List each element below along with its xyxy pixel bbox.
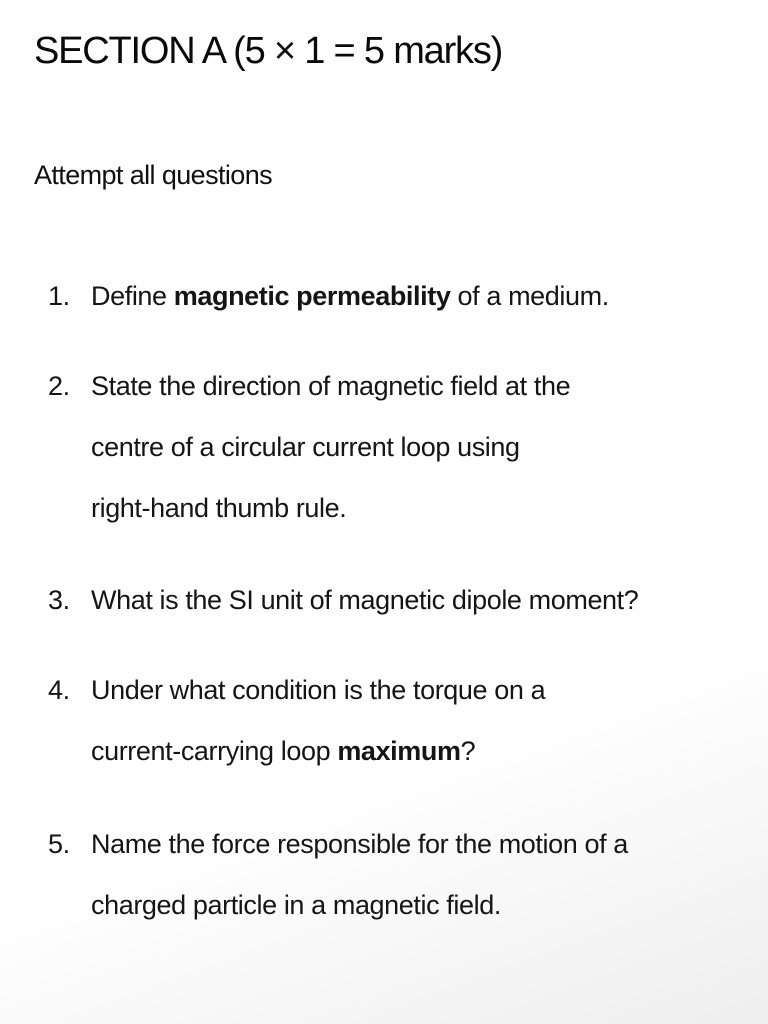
question-item [48,356,748,539]
section-instruction: Attempt all questions [34,160,273,190]
question-text [91,356,748,539]
question-number: 3. [48,585,70,615]
question-text-part: Name the force responsible for the motion of a charged particle in a magnetic field. [91,829,628,920]
question-text-part: What is the SI unit of magnetic dipole moment? [91,585,639,615]
question-number: 1. [48,281,70,311]
question-item [48,266,748,327]
question-text-part: Under what condition is the torque on a current-carrying loop [91,675,546,766]
section-title: SECTION A (5 × 1 = 5 marks) [34,30,503,72]
question-number: 5. [48,829,70,859]
question-keyword: maximum [337,736,461,766]
question-text [91,266,748,327]
question-text [91,660,748,782]
question-number: 4. [48,675,70,705]
question-text-part: Define [91,281,174,311]
question-number: 2. [48,371,70,401]
question-item [48,660,748,782]
question-item [48,570,748,631]
question-text-part: of a medium. [450,281,609,311]
question-text [91,814,748,936]
question-text-part: ? [460,736,476,766]
question-text [91,570,748,631]
question-text-part: State the direction of magnetic field at the centre of a circular current loop using right-hand thumb rule. [91,371,571,523]
question-item [48,814,748,936]
question-keyword: magnetic permeability [173,281,451,311]
